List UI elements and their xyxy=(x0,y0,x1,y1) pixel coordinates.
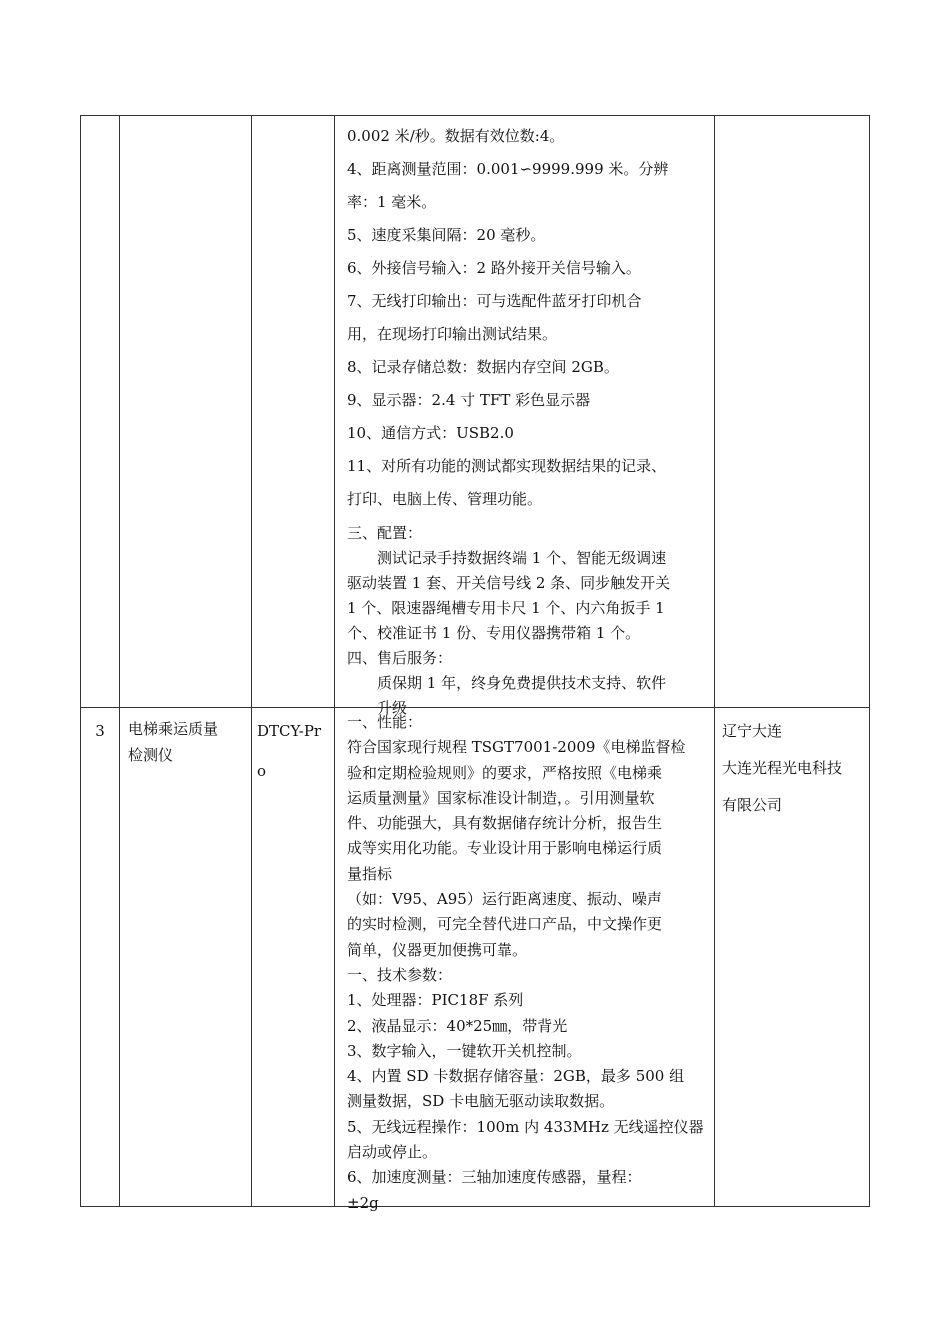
desc-line: 件、功能强大，具有数据储存统计分析，报告生 xyxy=(347,814,663,833)
desc-line: 5、无线远程操作：100m 内 433MHz 无线遥控仪器 xyxy=(347,1117,704,1136)
config-line: 1 个、限速器绳槽专用卡尺 1 个、内六角扳手 1 xyxy=(347,599,665,617)
spec-line: 0.002 米/秒。数据有效位数:4。 xyxy=(347,127,565,145)
row-bottom-description xyxy=(347,710,713,1212)
column-divider xyxy=(119,116,120,1206)
row-top-description xyxy=(347,120,713,717)
spec-line: 5、速度采集间隔：20 毫秒。 xyxy=(347,226,546,244)
device-model-line: DTCY-Pr xyxy=(257,722,322,740)
desc-line: 3、数字输入，一键软开关机控制。 xyxy=(347,1041,582,1060)
desc-line: 量指标 xyxy=(347,864,393,883)
row-index: 3 xyxy=(95,722,105,740)
desc-line: 2、液晶显示：40*25㎜，带背光 xyxy=(347,1016,568,1035)
desc-line: ±2g xyxy=(347,1193,379,1212)
desc-line: 的实时检测，可完全替代进口产品，中文操作更 xyxy=(347,915,663,934)
desc-line: 测量数据，SD 卡电脑无驱动读取数据。 xyxy=(347,1092,615,1111)
spec-line: 8、记录存储总数：数据内存空间 2GB。 xyxy=(347,358,619,376)
spec-line: 用，在现场打印输出测试结果。 xyxy=(347,325,558,343)
desc-line: 符合国家现行规程 TSGT7001-2009《电梯监督检 xyxy=(347,738,686,757)
desc-line: 1、处理器：PIC18F 系列 xyxy=(347,991,524,1010)
spec-line: 10、通信方式：USB2.0 xyxy=(347,424,514,442)
spec-table xyxy=(80,115,870,1212)
spec-line: 7、无线打印输出：可与选配件蓝牙打印机合 xyxy=(347,292,642,310)
column-divider xyxy=(714,116,715,1206)
spec-line: 打印、电脑上传、管理功能。 xyxy=(347,490,543,508)
supplier-line: 辽宁大连 xyxy=(722,722,783,740)
desc-line: 4、内置 SD 卡数据存储容量：2GB，最多 500 组 xyxy=(347,1067,685,1086)
spec-line: 9、显示器：2.4 寸 TFT 彩色显示器 xyxy=(347,391,591,409)
spec-line: 6、外接信号输入：2 路外接开关信号输入。 xyxy=(347,259,641,277)
desc-line: 简单，仪器更加便携可靠。 xyxy=(347,940,528,959)
service-line-cut: 升级 xyxy=(377,699,408,717)
device-name-line: 检测仪 xyxy=(128,746,174,764)
supplier-line: 大连光程光电科技 xyxy=(722,759,843,777)
device-name-line: 电梯乘运质量 xyxy=(128,720,219,738)
service-line: 质保期 1 年，终身免费提供技术支持、软件 xyxy=(377,674,667,692)
desc-line: 一、性能： xyxy=(347,713,423,731)
service-heading: 四、售后服务： xyxy=(347,649,453,667)
spec-line: 率：1 毫米。 xyxy=(347,193,437,211)
column-divider xyxy=(251,116,252,1206)
desc-line: 运质量测量》国家标准设计制造，。引用测量软 xyxy=(347,788,655,807)
config-line: 驱动装置 1 套、开关信号线 2 条、同步触发开关 xyxy=(347,574,671,592)
spec-line: 4、距离测量范围：0.001∽9999.999 米。分辨 xyxy=(347,160,669,178)
desc-line: 成等实用化功能。专业设计用于影响电梯运行质 xyxy=(347,839,663,858)
desc-line: 一、技术参数： xyxy=(347,965,453,984)
config-line: 个、校准证书 1 份、专用仪器携带箱 1 个。 xyxy=(347,624,641,642)
desc-line: （如：V95、A95）运行距离速度、振动、噪声 xyxy=(347,890,662,909)
desc-line: 启动或停止。 xyxy=(347,1143,438,1162)
config-line: 测试记录手持数据终端 1 个、智能无级调速 xyxy=(377,549,667,567)
device-model xyxy=(257,718,333,1208)
column-divider xyxy=(334,116,335,1206)
spec-line: 11、对所有功能的测试都实现数据结果的记录、 xyxy=(347,457,667,475)
config-heading: 三、配置： xyxy=(347,524,423,542)
supplier-line: 有限公司 xyxy=(722,796,783,814)
device-name xyxy=(128,716,250,1206)
desc-line: 验和定期检验规则》的要求，严格按照《电梯乘 xyxy=(347,763,663,782)
desc-line: 6、加速度测量：三轴加速度传感器，量程： xyxy=(347,1168,642,1187)
supplier xyxy=(722,718,868,1208)
device-model-line: o xyxy=(257,762,267,780)
